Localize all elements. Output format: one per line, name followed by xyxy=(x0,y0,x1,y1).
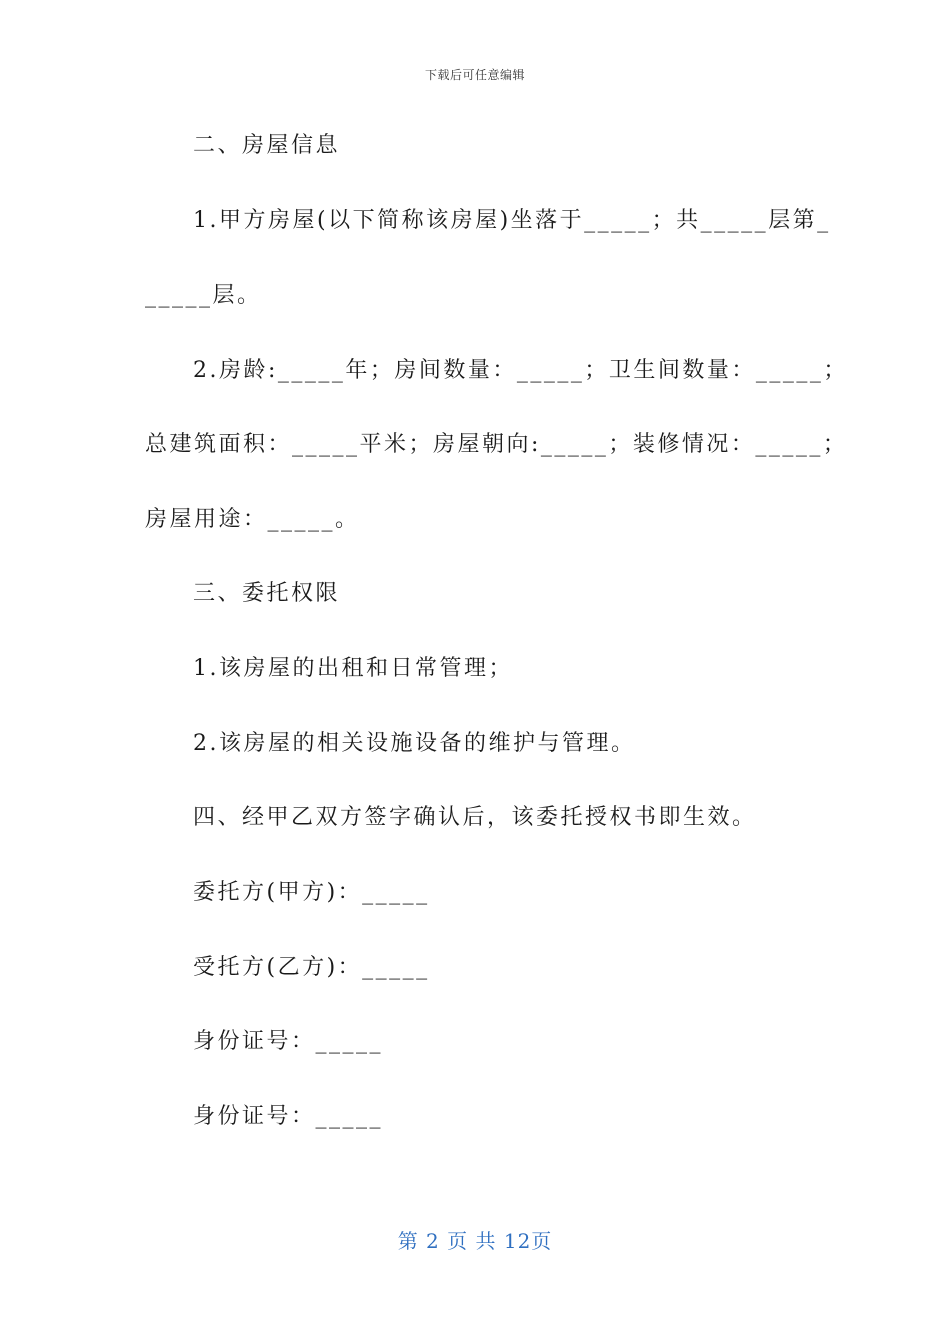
authority-item-2: 2.该房屋的相关设施设备的维护与管理。 xyxy=(193,731,636,756)
section-effective-clause: 四、经甲乙双方签字确认后，该委托授权书即生效。 xyxy=(193,805,757,830)
page-number-footer: 第 2 页 共 12页 xyxy=(397,1229,553,1253)
principal-signature-line: 委托方(甲方)：_____ xyxy=(193,880,430,905)
house-age-line: 2.房龄:_____年；房间数量：_____；卫生间数量：_____； xyxy=(193,358,848,383)
house-usage-line: 房屋用途：_____。 xyxy=(145,507,360,532)
house-floor-line: _____层。 xyxy=(145,283,262,308)
agent-signature-line: 受托方(乙方)：_____ xyxy=(193,955,430,980)
authority-item-1: 1.该房屋的出租和日常管理； xyxy=(193,656,513,681)
house-location-line: 1.甲方房屋(以下简称该房屋)坐落于_____；共_____层第_ xyxy=(193,208,831,233)
section-heading-house-info: 二、房屋信息 xyxy=(193,133,341,158)
id-number-line-1: 身份证号：_____ xyxy=(193,1029,384,1054)
section-heading-authority: 三、委托权限 xyxy=(193,581,341,606)
house-area-line: 总建筑面积：_____平米；房屋朝向:_____；装修情况：_____； xyxy=(145,432,848,457)
header-note: 下载后可任意编辑 xyxy=(424,68,525,82)
id-number-line-2: 身份证号：_____ xyxy=(193,1104,384,1129)
